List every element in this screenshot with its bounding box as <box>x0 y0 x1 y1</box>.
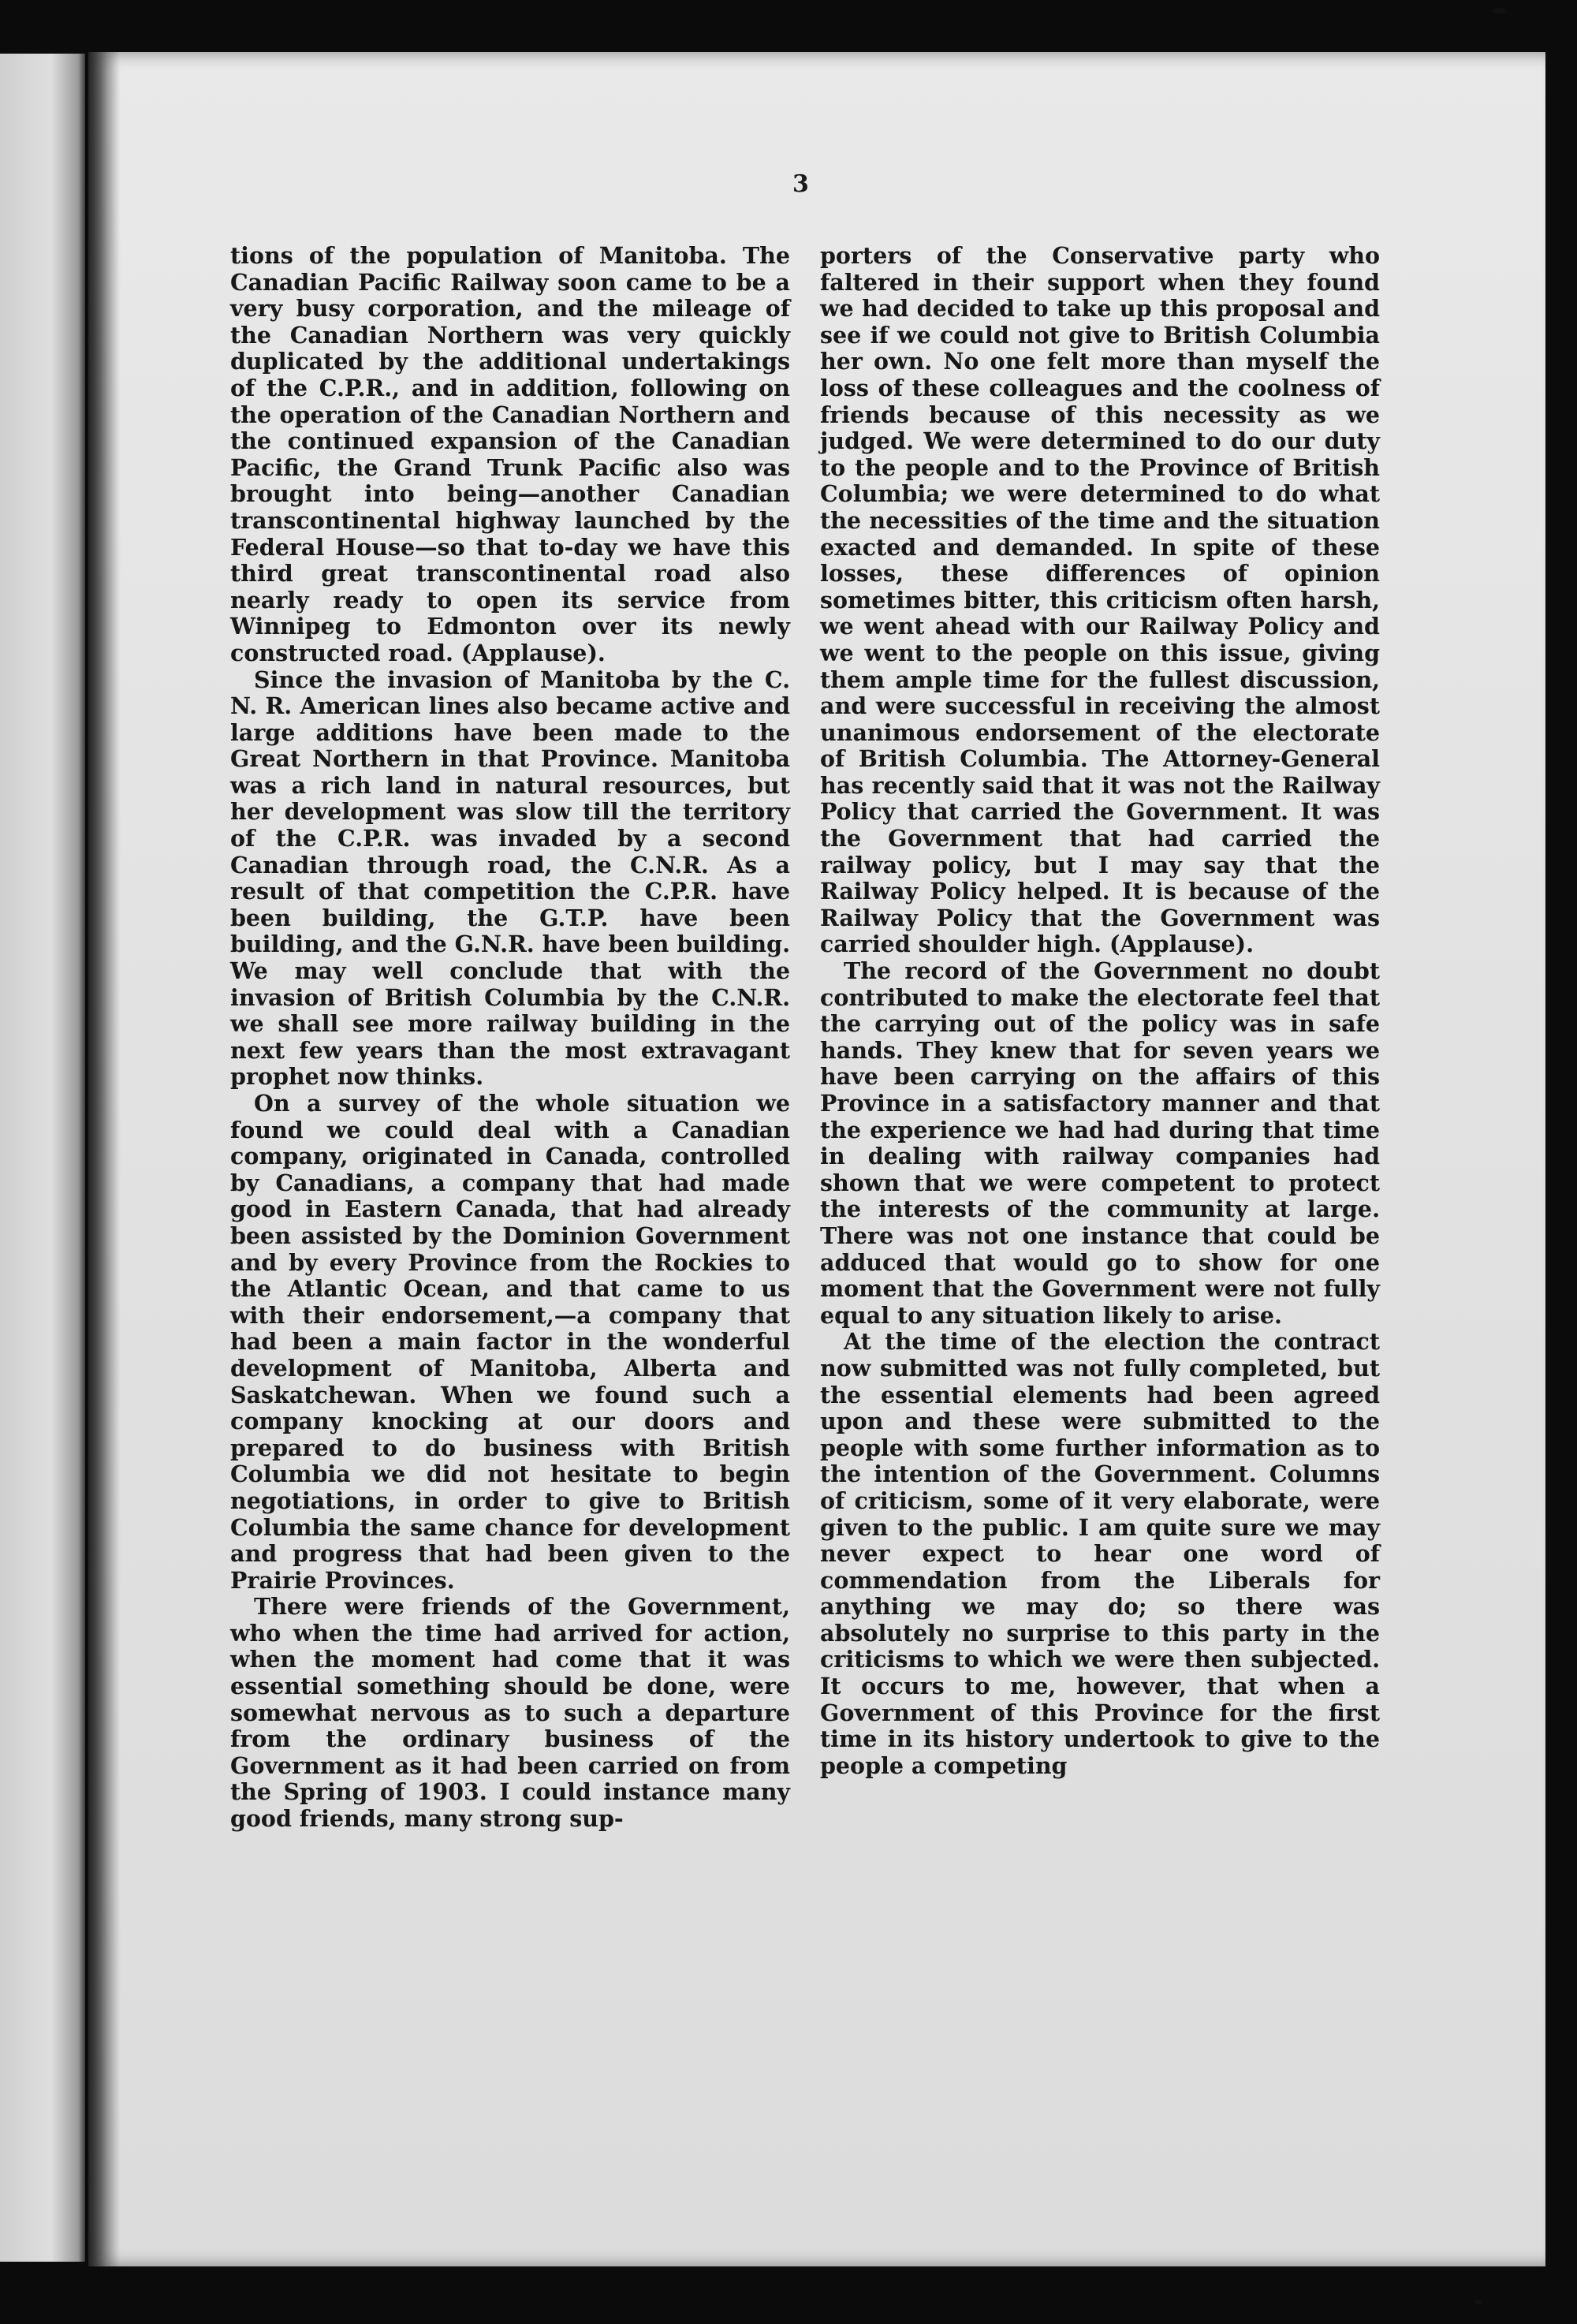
paragraph: porters of the Conservative party who faltered in their support when they found we had decided to take up this proposal and see if we could not give to British Columbia her own. No one felt more than myself the loss of these colleagues and the coolness of friends because of this necessity as we judged. We were determined to do our duty to the people and to the Province of British Columbia; we were determined to do what the necessities of the time and the situation exacted and demanded. In spite of these losses, these differences of opinion sometimes bitter, this criticism often harsh, we went ahead with our Railway Policy and we went to the people on this issue, giving them ample time for the fullest discussion, and were successful in receiving the almost unanimous endorsement of the electorate of British Columbia. The Attorney-General has recently said that it was not the Railway Policy that carried the Government. It was the Government that had carried the railway policy, but I may say that the Railway Policy helped. It is because of the Railway Policy that the Government was carried shoulder high. (Applause). <box>820 242 1380 958</box>
scan-speck <box>1474 2300 1482 2304</box>
paragraph: On a survey of the whole situation we found we could deal with a Canadian company, originated in Canada, controlled by Canadians, a company that had made good in Eastern Canada, that had already been assisted by the Dominion Government and by every Province from the Rockies to the Atlantic Ocean, and that came to us with their endorsement,—a company that had been a main factor in the wonderful development of Manitoba, Alberta and Saskatchewan. When we found such a company knocking at our doors and prepared to do business with British Columbia we did not hesitate to begin negotiations, in order to give to British Columbia the same chance for development and progress that had been given to the Prairie Provinces. <box>230 1090 790 1594</box>
paragraph: The record of the Government no doubt contributed to make the electorate feel that the carrying out of the policy was in safe hands. They knew that for seven years we have been carrying on the affairs of this Province in a satisfactory manner and that the experience we had had during that time in dealing with railway companies had shown that we were competent to protect the interests of the community at large. There was not one instance that could be adduced that would go to show for one moment that the Government were not fully equal to any situation likely to arise. <box>820 957 1380 1329</box>
page-number: 3 <box>792 170 809 198</box>
scan-speck <box>1492 8 1506 14</box>
paragraph: At the time of the election the contract now submitted was not fully completed, but the essential elements had been agreed upon and these were submitted to the people with some further information as to the intention of the Government. Columns of criticism, some of it very elaborate, were given to the public. I am quite sure we may never expect to hear one word of commendation from the Liberals for anything we may do; so there was absolutely no surprise to this party in the criticisms to which we were then subjected. It occurs to me, however, that when a Government of this Province for the first time in its history undertook to give to the people a competing <box>820 1328 1380 1779</box>
right-text-column <box>820 243 1380 1779</box>
left-text-column <box>230 243 790 1833</box>
paragraph: Since the invasion of Manitoba by the C. N. R. American lines also became active and large additions have been made to the Great Northern in that Province. Manitoba was a rich land in natural resources, but her development was slow till the territory of the C.P.R. was invaded by a second Canadian through road, the C.N.R. As a result of that competition the C.P.R. have been building, the G.T.P. have been building, and the G.N.R. have been building. We may well conclude that with the invasion of British Columbia by the C.N.R. we shall see more railway building in the next few years than the most extravagant prophet now thinks. <box>230 666 790 1091</box>
binding-shadow <box>88 52 120 2266</box>
previous-page-edge <box>0 54 85 2262</box>
paragraph: There were friends of the Government, who when the time had arrived for action, when the moment had come that it was essential something should be done, were somewhat nervous as to such a departure from the ordinary business of the Government as it had been carried on from the Spring of 1903. I could instance many good friends, many strong sup- <box>230 1593 790 1833</box>
paragraph: tions of the population of Manitoba. The Canadian Pacific Railway soon came to be a very busy corporation, and the mileage of the Canadian Northern was very quickly duplicated by the additional undertakings of the C.P.R., and in addition, following on the operation of the Canadian Northern and the continued expansion of the Canadian Pacific, the Grand Trunk Pacific also was brought into being—another Canadian transcontinental highway launched by the Federal House—so that to-day we have this third great transcontinental road also nearly ready to open its service from Winnipeg to Edmonton over its newly constructed road. (Applause). <box>230 242 790 666</box>
